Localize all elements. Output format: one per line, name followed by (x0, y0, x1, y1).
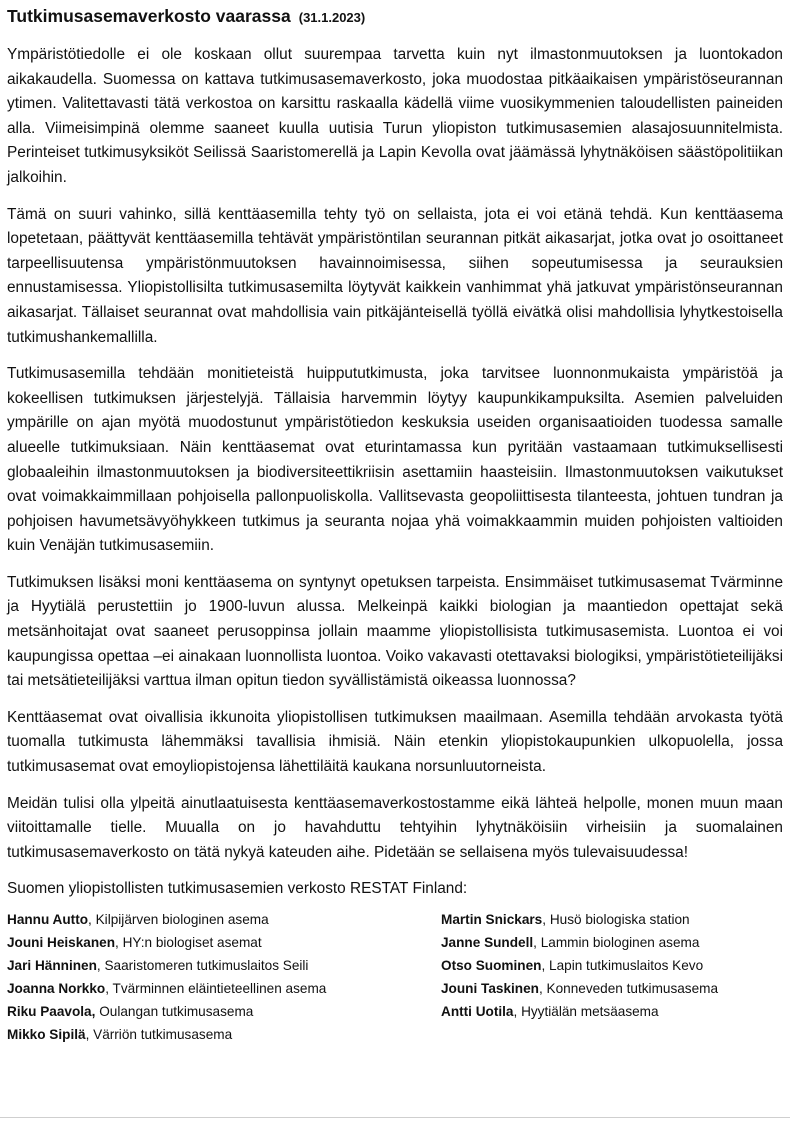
paragraph: Tutkimusasemilla tehdään monitieteistä huippututkimusta, joka tarvitsee luonnonmukaista ympäristöä ja kokeellisen tutkimuksen järjestelyjä. Tällaisia harvemmin löytyy kaupunkikampuksilta. Asemien palveluiden ympärille on ajan myötä muodostunut ympäristötiedon keskuksia useiden organisaatioiden tuodessa samalle alueelle tutkimuksiaan. Näin kenttäasemat ovat eturintamassa kun pyritään vastaamaan tutkimuksellisesti globaaleihin ilmastonmuutoksen ja biodiversiteettikriisin asettamiin haasteisiin. Ilmastonmuutoksen vaikutukset ovat voimakkaimmillaan pohjoisella pallonpuoliskolla. Vallitsevasta geopoliittisesta tilanteesta, johtuen tundran ja pohjoisen havumetsävyöhykkeen tutkimus ja seuranta nojaa yhä voimakkaammin muiden pohjoisten valtioiden kuin Venäjän tutkimusasemiin. (7, 365, 783, 555)
paragraph: Tutkimuksen lisäksi moni kenttäasema on syntynyt opetuksen tarpeista. Ensimmäiset tutkimusasemat Tvärminne ja Hyytiälä perustettiin jo 1900-luvun alussa. Melkeinpä kaikki biologian ja maantiedon opettajat sekä metsänhoitajat ovat saaneet perusoppinsa jollain maamme yliopistollisista tutkimusasemista. Luontoa ei voi kaupungissa opettaa –ei ainakaan luonnollista luontoa. Voiko vakavasti otettavaksi biologiksi, ympäristötieteilijäksi tai metsätieteilijäksi varttua ilman opitun tiedon syvällistämistä oikeassa luonnossa? (7, 573, 783, 690)
signatory-name: Mikko Sipilä (7, 1027, 86, 1042)
page-bottom-rule (0, 1117, 790, 1118)
signatory-name: Antti Uotila (441, 1004, 514, 1019)
signatory-station: Tvärminnen eläintieteellinen asema (112, 981, 327, 996)
signatory-name: Joanna Norkko (7, 981, 106, 996)
article-body (7, 43, 783, 902)
paragraph: Kenttäasemat ovat oivallisia ikkunoita yliopistollisen tutkimuksen maailmaan. Asemilla tehdään arvokasta työtä tuomalla tutkimusta lähemmäksi tavallisia ihmisiä. Näin etenkin yliopistokaupunkien ulkopuolella, jossa tutkimusasemat ovat emoyliopistojensa lähettiläitä kaukana norsunluutorneista. (7, 708, 783, 776)
signatory-separator: , (538, 981, 547, 996)
signatory-name: Riku Paavola, (7, 1004, 96, 1019)
signatory (441, 931, 783, 954)
signatory (7, 954, 441, 977)
signatory (7, 1000, 441, 1023)
signatory-name: Jouni Heiskanen (7, 935, 116, 950)
paragraph: Meidän tulisi olla ylpeitä ainutlaatuisesta kenttäasemaverkostostamme eikä lähteä helpolle, monen muun maan viitoittamalle tielle. Muualla on jo havahduttu tehtyihin lyhytnäköisiin virheisiin ja suomalainen tutkimusasemaverkosto on tätä nykyä kateuden aihe. Pidetään se sellaisena myös tulevaisuudessa! (7, 794, 783, 861)
signatory-name: Jouni Taskinen (441, 981, 539, 996)
paragraph: Ympäristötiedolle ei ole koskaan ollut suurempaa tarvetta kuin nyt ilmastonmuutoksen ja luontokadon aikakaudella. Suomessa on kattava tutkimusasemaverkosto, joka muodostaa pitkäaikaisen ympäristöseurannan ytimen. Valitettavasti tätä verkostoa on karsittu raskaalla kädellä viime vuosikymmenien taloudellisten paineiden alla. Viimeisimpinä olemme saaneet kuulla uutisia Turun yliopiston tutkimusasemien alasajosuunnitelmista. Perinteiset tutkimusyksiköt Seilissä Saaristomerellä ja Lapin Kevolla ovat jäämässä lyhytnäköisen säästöpolitiikan jalkoihin. (7, 46, 783, 186)
signatory-separator: , (88, 912, 96, 927)
signatory-station: Saaristomeren tutkimuslaitos Seili (104, 958, 309, 973)
signatory-name: Janne Sundell (441, 935, 534, 950)
signatory (7, 931, 441, 954)
signatory-station: Värriön tutkimusasema (93, 1027, 233, 1042)
article-title: Tutkimusasemaverkosto vaarassa (7, 6, 291, 26)
network-label: Suomen yliopistollisten tutkimusasemien verkosto RESTAT Finland: (7, 880, 468, 898)
signatory (7, 1023, 441, 1046)
signatory-name: Hannu Autto (7, 912, 89, 927)
signatory-station: Kilpijärven biologinen asema (95, 912, 269, 927)
signatory-name: Jari Hänninen (7, 958, 97, 973)
article-heading (7, 5, 783, 29)
signatory-name: Martin Snickars (441, 912, 543, 927)
signatory-station: Hyytiälän metsäasema (521, 1004, 659, 1019)
signatory (441, 908, 783, 931)
signatory-separator: , (85, 1027, 94, 1042)
article-date: (31.1.2023) (298, 10, 366, 25)
signatory-station: Husö biologiska station (549, 912, 690, 927)
signatory-name: Otso Suominen (441, 958, 542, 973)
signatory-separator: , (541, 958, 550, 973)
signatory-separator: , (105, 981, 113, 996)
paragraph: Tämä on suuri vahinko, sillä kenttäasemilla tehty työ on sellaista, jota ei voi etänä tehdä. Kun kenttäasema lopetetaan, päättyvät kenttäasemilla tehtävät ympäristöntilan seurannan pitkät aikasarjat, jotka ovat jo osoittaneet tarpeellisuutensa ympäristönmuutoksen havainnoimisessa, siihen sopeutumisessa ja seurauksien ennustamisessa. Yliopistollisilta tutkimusasemilta löytyvät kaikkein vanhimmat yhä jatkuvat ympäristönseurannan aikasarjat. Tällaiset seurannat ovat mahdollisia vain pitkäjänteisellä työllä eivätkä olisi mahdollisia lyhytkestoisella tutkimushankemallilla. (7, 205, 783, 346)
signatory-separator: , (513, 1004, 522, 1019)
signatory-separator: , (96, 958, 105, 973)
signatory-separator: , (115, 935, 123, 950)
signatory-station: Lammin biologinen asema (540, 935, 700, 950)
signatory-separator: , (542, 912, 550, 927)
signatory (7, 908, 441, 931)
signatory-station: Konneveden tutkimusasema (546, 981, 719, 996)
signatory-separator: , (533, 935, 541, 950)
signatory (441, 1000, 783, 1023)
signatory-list (7, 908, 783, 1046)
signatory-station: Lapin tutkimuslaitos Kevo (549, 958, 704, 973)
signatory-station: Oulangan tutkimusasema (99, 1004, 254, 1019)
signatory-station: HY:n biologiset asemat (122, 935, 262, 950)
signatory (7, 977, 441, 1000)
signatory (441, 977, 783, 1000)
signatory (441, 954, 783, 977)
